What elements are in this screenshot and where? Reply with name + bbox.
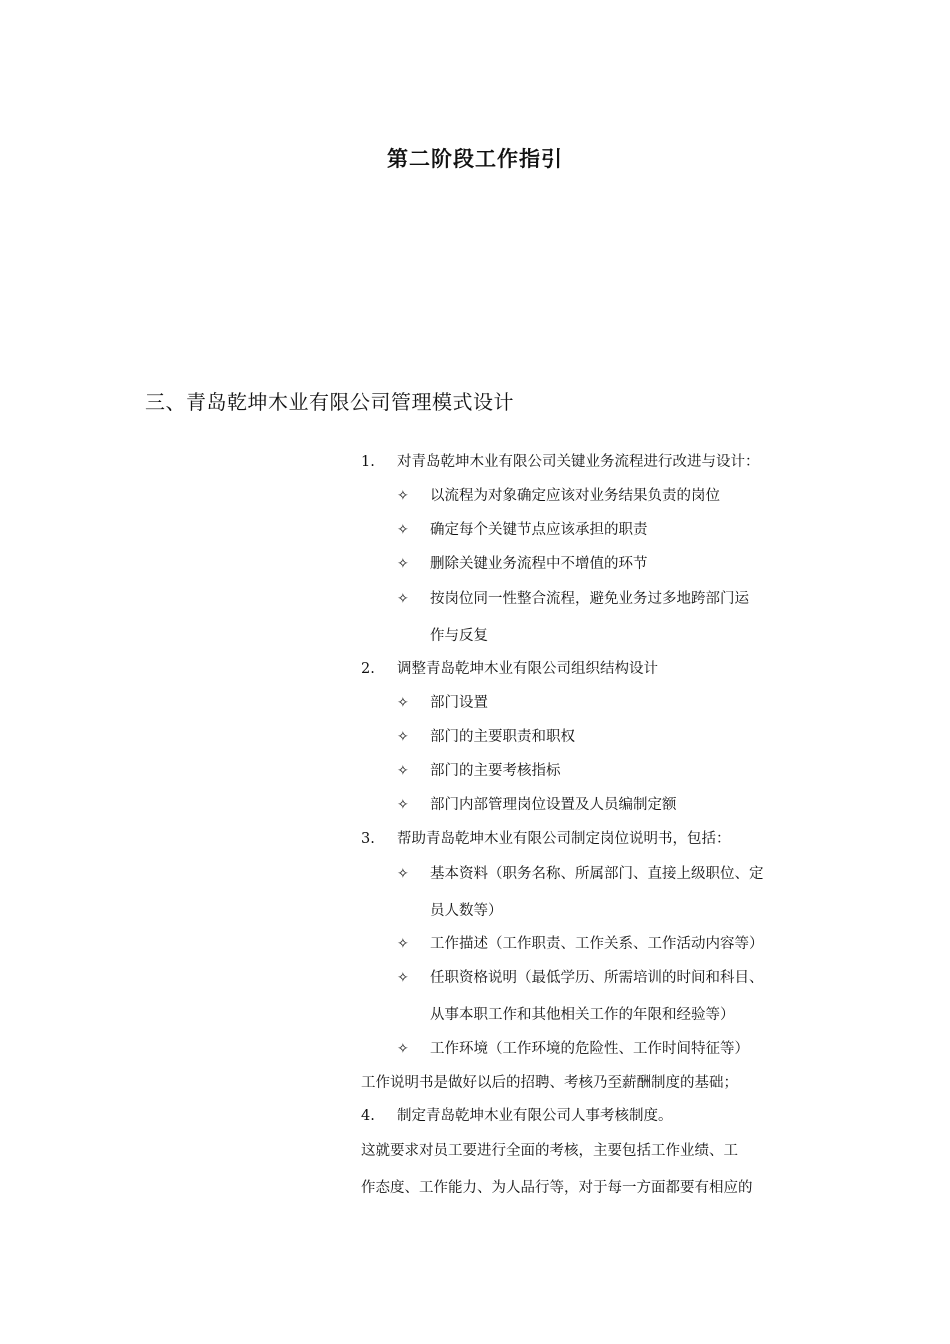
paragraph-line: 作态度、工作能力、为人品行等，对于每一方面都要有相应的 [361,1180,753,1196]
item-text: 调整青岛乾坤木业有限公司组织结构设计 [397,661,658,677]
bullet-diamond-icon: ✧ [397,556,409,572]
bullet-text: 部门的主要考核指标 [430,763,561,779]
document-title: 第二阶段工作指引 [387,147,563,171]
item-text: 对青岛乾坤木业有限公司关键业务流程进行改进与设计： [397,454,760,470]
bullet-diamond-icon: ✧ [397,695,409,711]
item-number: 4. [361,1108,375,1124]
bullet-text: 部门的主要职责和职权 [430,729,575,745]
paragraph-line: 这就要求对员工要进行全面的考核，主要包括工作业绩、工 [361,1143,738,1159]
paragraph-line: 工作说明书是做好以后的招聘、考核乃至薪酬制度的基础； [361,1075,738,1091]
bullet-diamond-icon: ✧ [397,797,409,813]
bullet-text: 确定每个关键节点应该承担的职责 [430,522,648,538]
bullet-text: 工作描述（工作职责、工作关系、工作活动内容等） [430,936,764,952]
bullet-diamond-icon: ✧ [397,936,409,952]
bullet-diamond-icon: ✧ [397,488,409,504]
bullet-diamond-icon: ✧ [397,591,409,607]
bullet-diamond-icon: ✧ [397,729,409,745]
bullet-text: 删除关键业务流程中不增值的环节 [430,556,648,572]
item-text: 制定青岛乾坤木业有限公司人事考核制度。 [397,1108,673,1124]
bullet-diamond-icon: ✧ [397,866,409,882]
section-heading: 三、青岛乾坤木业有限公司管理模式设计 [145,390,514,414]
bullet-text: 部门设置 [430,695,488,711]
bullet-text-continuation: 从事本职工作和其他相关工作的年限和经验等） [430,1007,735,1023]
bullet-diamond-icon: ✧ [397,970,409,986]
bullet-text: 工作环境（工作环境的危险性、工作时间特征等） [430,1041,749,1057]
bullet-text-continuation: 作与反复 [430,628,488,644]
bullet-text-continuation: 员人数等） [430,903,503,919]
item-text: 帮助青岛乾坤木业有限公司制定岗位说明书，包括： [397,831,731,847]
bullet-text: 任职资格说明（最低学历、所需培训的时间和科目、 [430,970,764,986]
item-number: 3. [361,831,375,847]
bullet-text: 以流程为对象确定应该对业务结果负责的岗位 [430,488,720,504]
item-number: 1. [361,454,375,470]
bullet-text: 基本资料（职务名称、所属部门、直接上级职位、定 [430,866,764,882]
bullet-text: 按岗位同一性整合流程，避免业务过多地跨部门运 [430,591,749,607]
bullet-diamond-icon: ✧ [397,1041,409,1057]
item-number: 2. [361,661,375,677]
bullet-diamond-icon: ✧ [397,763,409,779]
bullet-text: 部门内部管理岗位设置及人员编制定额 [430,797,677,813]
bullet-diamond-icon: ✧ [397,522,409,538]
